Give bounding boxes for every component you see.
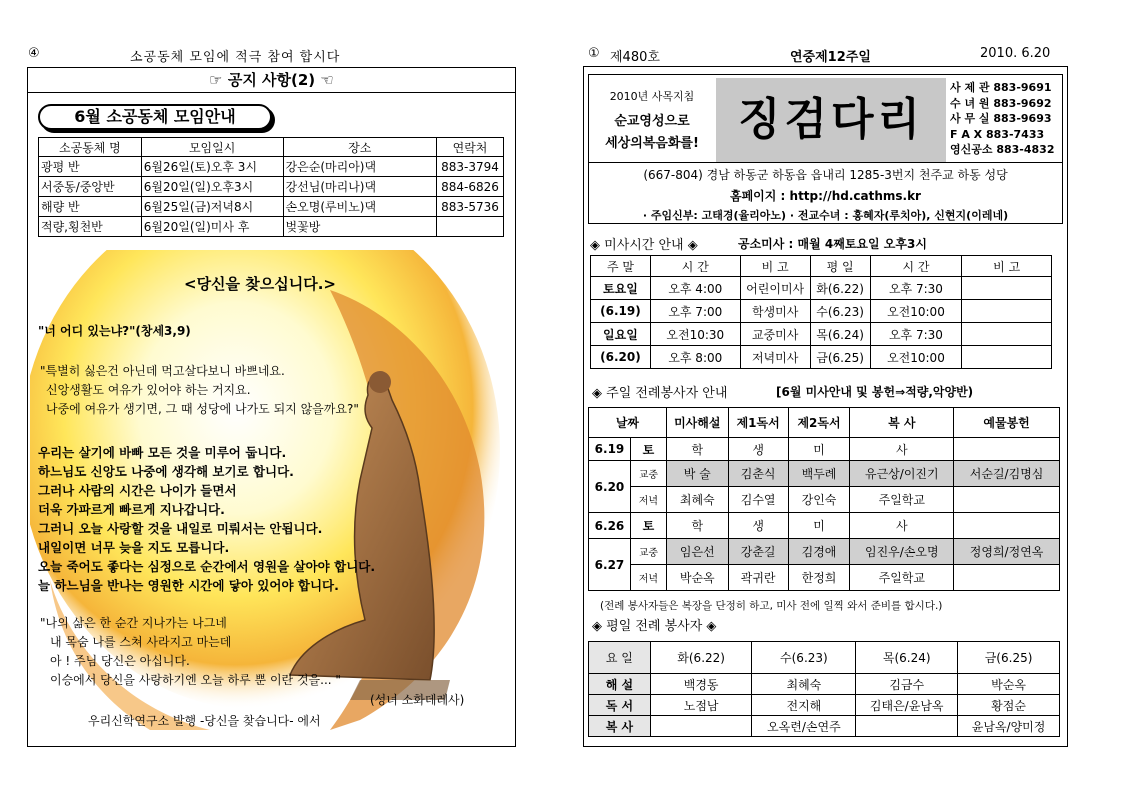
mass-cell: 금(6.25) [810, 346, 870, 369]
weekday-title: ◈ 평일 전례 봉사자 ◈ [592, 619, 717, 634]
mass-header-cell: 시 간 [650, 256, 740, 277]
meeting-cell: 해량 반 [39, 197, 142, 217]
mass-cell: 오후 8:00 [650, 346, 740, 369]
sunday-cell [954, 565, 1060, 591]
contact-line: F A X 883-7433 [950, 127, 1045, 141]
sunday-kind: 토 [630, 438, 666, 461]
weekday-cell: 윤남옥/양미정 [958, 716, 1060, 737]
sunday-footnote: (전례 봉사자들은 복장을 단정히 하고, 미사 전에 일찍 와서 준비를 합시다.) [600, 600, 943, 612]
homepage-link[interactable]: 홈페이지 : http://hd.cathms.kr [730, 189, 921, 203]
sunday-date: 6.26 [589, 513, 631, 539]
mass-header-cell: 시 간 [870, 256, 962, 277]
sunday-note: [6월 미사안내 및 봉헌⇒적량,악양반) [776, 385, 974, 399]
sunday-cell: 한정희 [788, 565, 850, 591]
weekday-cell: 노점남 [650, 695, 752, 716]
mass-title: ◈ 미사시간 안내 ◈ [590, 238, 698, 253]
poem-line: 이승에서 당신을 사랑하기엔 오늘 하루 뿐 이란 것을... " [50, 673, 341, 687]
sunday-kind: 교중 [630, 461, 666, 487]
weekday-header-cell: 금(6.25) [958, 642, 1060, 674]
weekday-role: 복 사 [589, 716, 651, 737]
mass-cell: 오후 7:00 [650, 300, 740, 323]
weekday-role: 해 설 [589, 674, 651, 695]
sunday-date: 6.27 [589, 539, 631, 591]
mass-cell: 교중미사 [740, 323, 810, 346]
meeting-cell: 강은순(마리아)댁 [283, 157, 436, 177]
sunday-kind: 저녁 [630, 565, 666, 591]
sunday-header-cell: 제2독서 [788, 408, 850, 438]
weekday-role: 독 서 [589, 695, 651, 716]
mass-cell: 오후 7:30 [870, 277, 962, 300]
sunday-row [589, 487, 1060, 513]
sunday-table [588, 407, 1060, 591]
sunday-cell: 최혜숙 [666, 487, 728, 513]
contact-line: 수 녀 원 883-9692 [950, 96, 1052, 110]
figure-head [369, 371, 391, 393]
sunday-cell: 박순옥 [666, 565, 728, 591]
mass-cell: 오전10:30 [650, 323, 740, 346]
motto-line1: 순교영성으로 [614, 114, 690, 129]
mass-cell: 저녁미사 [740, 346, 810, 369]
story-line: 더욱 가파르게 빠르게 지나갑니다. [38, 502, 225, 517]
sunday-cell: 백두례 [788, 461, 850, 487]
sunday-kind: 토 [630, 513, 666, 539]
weekday-header-cell: 목(6.24) [856, 642, 958, 674]
mass-header-cell: 비 고 [740, 256, 810, 277]
mass-row [591, 277, 1052, 300]
sunday-header-cell: 날짜 [589, 408, 667, 438]
sunday-cell: 생 [728, 438, 788, 461]
story-body [38, 443, 375, 595]
sunday-kind: 교중 [630, 539, 666, 565]
sunday-date: 6.19 [589, 438, 631, 461]
sunday-cell: 사 [850, 438, 954, 461]
mass-table [590, 255, 1052, 369]
sunday-cell: 학 [666, 513, 728, 539]
mass-cell: 토요일 [591, 277, 651, 300]
meeting-cell: 적량,횡천반 [39, 217, 142, 237]
masthead-divider [588, 162, 1063, 163]
poem-line: 내 목숨 나를 스쳐 사라지고 마는데 [50, 635, 232, 649]
sunday-cell: 강인숙 [788, 487, 850, 513]
meeting-cell [437, 217, 504, 237]
meeting-cell: 883-3794 [437, 157, 504, 177]
sunday-cell: 미 [788, 513, 850, 539]
mass-cell [962, 300, 1052, 323]
staff-line: · 주임신부: 고태경(율리아노) · 전교수녀 : 홍혜자(루치아), 신현지(이레네) [642, 209, 1009, 222]
sunday-row [589, 438, 1060, 461]
sunday-cell: 강춘길 [728, 539, 788, 565]
story-line: 그러나 사람의 시간은 나이가 들면서 [38, 483, 237, 498]
mass-cell: 화(6.22) [810, 277, 870, 300]
left-slogan: 소공동체 모임에 적극 참여 합시다 [130, 50, 341, 65]
quote-line: "특별히 싫은건 아닌데 먹고살다보니 바쁘네요. [40, 364, 285, 378]
mass-cell: 오전10:00 [870, 300, 962, 323]
sunday-row [589, 565, 1060, 591]
meeting-header-cell: 연락처 [437, 138, 504, 157]
sunday-row [589, 513, 1060, 539]
mass-cell: 수(6.23) [810, 300, 870, 323]
meeting-header-row [39, 138, 504, 157]
liturgical-sunday: 연중제12주일 [790, 50, 871, 65]
sunday-header-row [589, 408, 1060, 438]
sunday-cell [954, 487, 1060, 513]
sunday-cell: 김춘식 [728, 461, 788, 487]
mass-cell: 어린이미사 [740, 277, 810, 300]
meeting-cell: 광평 반 [39, 157, 142, 177]
weekday-row [589, 695, 1060, 716]
sunday-cell: 정영희/정연옥 [954, 539, 1060, 565]
meeting-cell: 손오명(루비노)댁 [283, 197, 436, 217]
mass-row [591, 300, 1052, 323]
meeting-table [38, 137, 504, 237]
notice-title: ☞ 공지 사항(2) ☜ [27, 67, 516, 93]
mass-cell [962, 323, 1052, 346]
sunday-cell: 미 [788, 438, 850, 461]
sunday-cell: 김수열 [728, 487, 788, 513]
sunday-row [589, 539, 1060, 565]
mass-header-cell: 비 고 [962, 256, 1052, 277]
sunday-row [589, 461, 1060, 487]
quote-line: 나중에 여유가 생기면, 그 때 성당에 나가도 되지 않을까요?" [46, 402, 359, 416]
sunday-header-cell: 예물봉헌 [954, 408, 1060, 438]
motto-label: 2010년 사목지침 [609, 90, 695, 103]
sunday-header-cell: 제1독서 [728, 408, 788, 438]
sunday-cell: 박 술 [666, 461, 728, 487]
meeting-cell: 6월26일(토)오후 3시 [141, 157, 283, 177]
meeting-heading: 6월 소공동체 모임안내 [38, 104, 272, 130]
mass-cell: 학생미사 [740, 300, 810, 323]
sunday-cell: 사 [850, 513, 954, 539]
motto-line2: 세상의복음화를! [605, 136, 699, 151]
sunday-date: 6.20 [589, 461, 631, 513]
story-question: "너 어디 있는냐?"(창세3,9) [38, 324, 191, 338]
sunday-cell: 서순길/김명심 [954, 461, 1060, 487]
story-line: 하느님도 신앙도 나중에 생각해 보기로 합니다. [38, 464, 294, 479]
sunday-cell: 곽귀란 [728, 565, 788, 591]
weekday-header-cell: 수(6.23) [752, 642, 856, 674]
sunday-header-cell: 복 사 [850, 408, 954, 438]
weekday-cell: 김태은/윤남옥 [856, 695, 958, 716]
poem-author: (성녀 소화데레사) [370, 693, 465, 707]
meeting-cell: 6월20일(일)미사 후 [141, 217, 283, 237]
publisher-note: 우리신학연구소 발행 -당신을 찾습니다- 에서 [88, 714, 321, 728]
sunday-cell: 유근상/이진기 [850, 461, 954, 487]
meeting-cell: 서중동/중앙반 [39, 177, 142, 197]
sunday-cell: 생 [728, 513, 788, 539]
mass-note: 공소미사 : 매월 4째토요일 오후3시 [738, 237, 927, 251]
left-page-number: ④ [28, 46, 40, 61]
poem-block [40, 614, 341, 690]
contact-line: 사 제 관 883-9691 [950, 81, 1052, 94]
weekday-cell: 박순옥 [958, 674, 1060, 695]
meeting-header-cell: 소공동체 명 [39, 138, 142, 157]
meeting-cell: 강선님(마리나)댁 [283, 177, 436, 197]
meeting-cell: 6월25일(금)저녁8시 [141, 197, 283, 217]
contact-line: 영신공소 883-4832 [950, 143, 1055, 156]
story-line: 우리는 살기에 바빠 모든 것을 미루어 둡니다. [38, 445, 287, 460]
right-page-number: ① [588, 46, 600, 61]
weekday-row [589, 716, 1060, 737]
weekday-cell: 황점순 [958, 695, 1060, 716]
meeting-cell: 884-6826 [437, 177, 504, 197]
mass-row [591, 346, 1052, 369]
mass-cell: 오후 4:00 [650, 277, 740, 300]
paper-title: 징검다리 [716, 78, 946, 162]
church-address: (667-804) 경남 하동군 하동읍 읍내리 1285-3번지 천주교 하동 성당 [643, 168, 1008, 182]
mass-header-cell: 주 말 [591, 256, 651, 277]
weekday-cell: 전지해 [752, 695, 856, 716]
contact-list [950, 80, 1054, 158]
mass-cell: 오전10:00 [870, 346, 962, 369]
issue-date: 2010. 6.20 [980, 46, 1051, 61]
mass-header-row [591, 256, 1052, 277]
mass-cell: 오후 7:30 [870, 323, 962, 346]
weekday-table [588, 641, 1060, 737]
mass-row [591, 323, 1052, 346]
sunday-kind: 저녁 [630, 487, 666, 513]
meeting-header-cell: 장소 [283, 138, 436, 157]
weekday-cell [650, 716, 752, 737]
weekday-header-row [589, 642, 1060, 674]
weekday-cell: 백경동 [650, 674, 752, 695]
poem-line: 아 ! 주님 당신은 아십니다. [50, 654, 190, 668]
sunday-cell: 주일학교 [850, 487, 954, 513]
meeting-cell: 6월20일(일)오후3시 [141, 177, 283, 197]
sunday-cell [954, 438, 1060, 461]
mass-cell: (6.19) [591, 300, 651, 323]
weekday-cell: 김금수 [856, 674, 958, 695]
quote-block [40, 362, 359, 419]
issue-number: 제480호 [610, 50, 660, 65]
meeting-row [39, 177, 504, 197]
mass-header-cell: 평 일 [810, 256, 870, 277]
poem-line: "나의 삶은 한 순간 지나가는 나그네 [40, 616, 227, 630]
weekday-cell: 오옥련/손연주 [752, 716, 856, 737]
meeting-cell: 883-5736 [437, 197, 504, 217]
meeting-cell: 벚꽃방 [283, 217, 436, 237]
sunday-cell [954, 513, 1060, 539]
sunday-header-cell: 미사해설 [666, 408, 728, 438]
meeting-header-cell: 모임일시 [141, 138, 283, 157]
mass-cell: (6.20) [591, 346, 651, 369]
meeting-row [39, 217, 504, 237]
mass-cell: 일요일 [591, 323, 651, 346]
meeting-row [39, 157, 504, 177]
weekday-header-cell: 화(6.22) [650, 642, 752, 674]
quote-line: 신앙생활도 여유가 있어야 하는 거지요. [46, 383, 251, 397]
mass-cell: 목(6.24) [810, 323, 870, 346]
sunday-cell: 임진우/손오명 [850, 539, 954, 565]
sunday-cell: 김경애 [788, 539, 850, 565]
story-line: 내일이면 너무 늦을 지도 모릅니다. [38, 540, 230, 555]
story-line: 늘 하느님을 반나는 영원한 시간에 닿아 있어야 합니다. [38, 578, 339, 593]
weekday-cell [856, 716, 958, 737]
sunday-title: ◈ 주일 전례봉사자 안내 [592, 386, 728, 401]
weekday-cell: 최혜숙 [752, 674, 856, 695]
weekday-row [589, 674, 1060, 695]
story-line: 오늘 죽어도 좋다는 심정으로 순간에서 영원을 살아야 합니다. [38, 559, 376, 574]
weekday-header-cell: 요 일 [589, 642, 651, 674]
sunday-cell: 학 [666, 438, 728, 461]
mass-cell [962, 346, 1052, 369]
meeting-row [39, 197, 504, 217]
story-title: <당신을 찾으십니다.> [184, 275, 336, 293]
sunday-cell: 임은선 [666, 539, 728, 565]
story-line: 그러니 오늘 사랑할 것을 내일로 미뤄서는 안됩니다. [38, 521, 323, 536]
sunday-cell: 주일학교 [850, 565, 954, 591]
mass-cell [962, 277, 1052, 300]
contact-line: 사 무 실 883-9693 [950, 112, 1052, 125]
